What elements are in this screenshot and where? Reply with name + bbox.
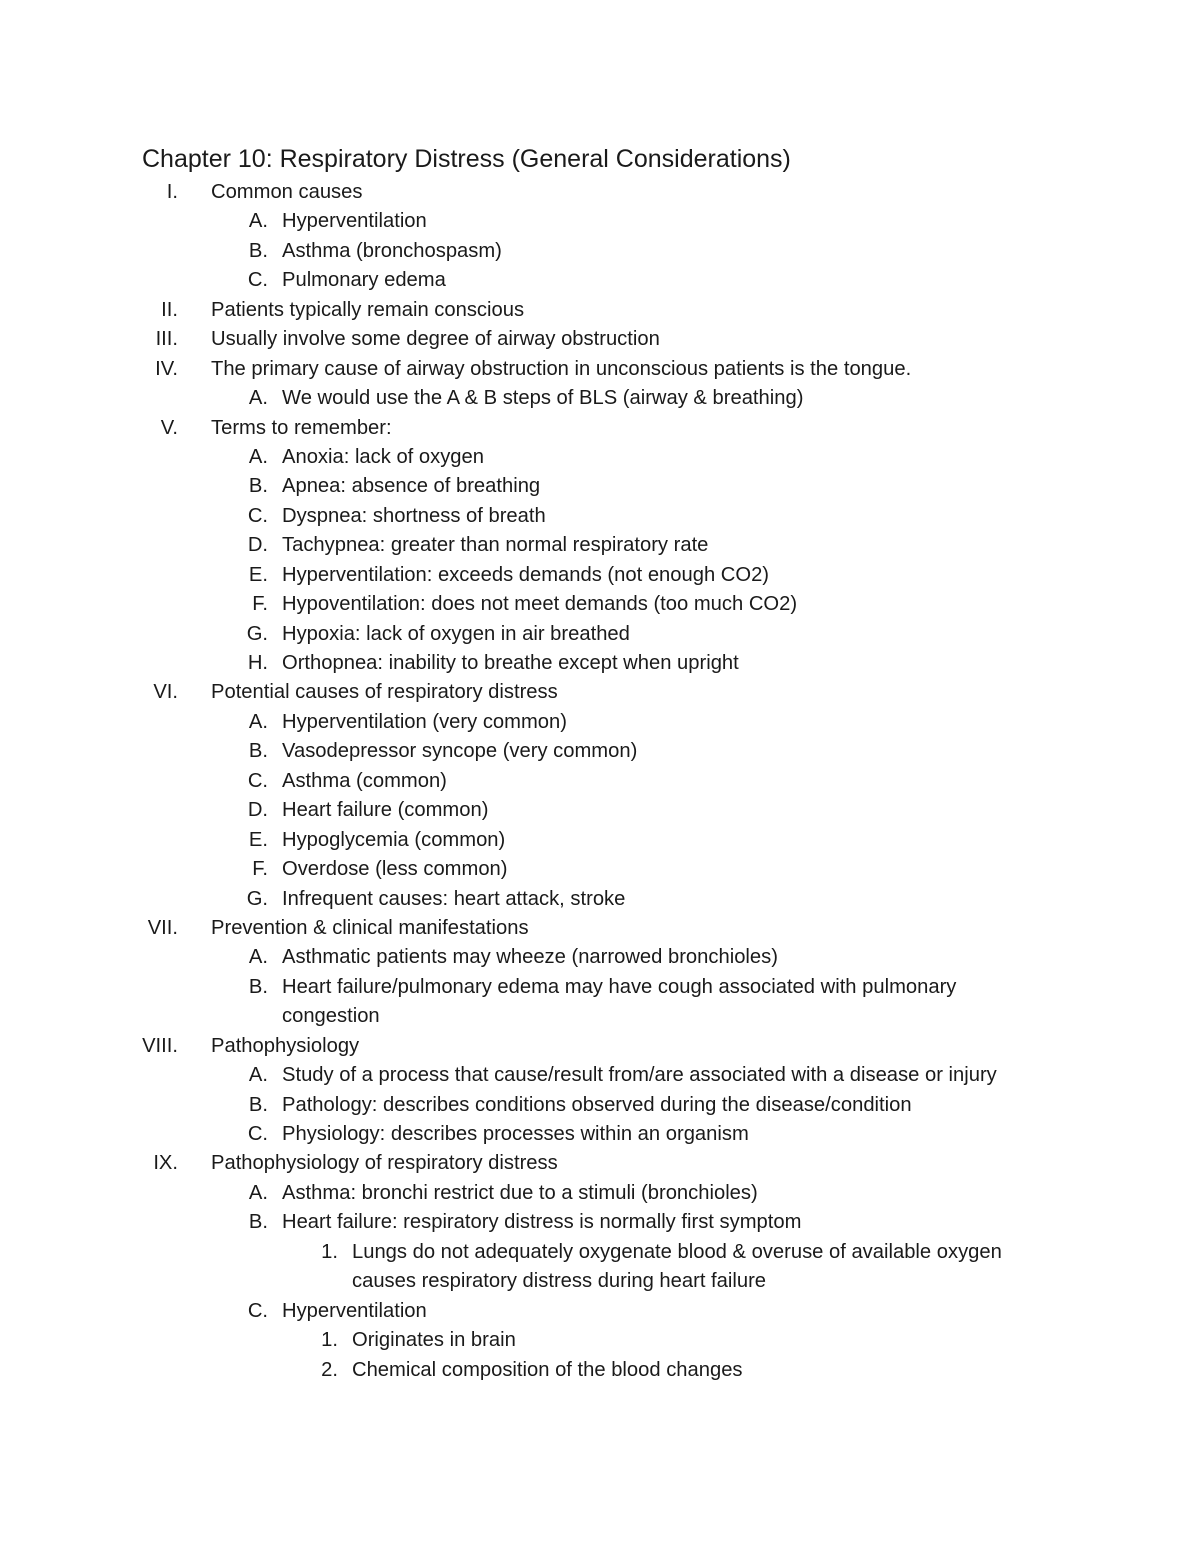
- outline-text: [282, 708, 567, 737]
- outline-item: [0, 767, 1200, 796]
- outline-item: [0, 502, 1200, 531]
- outline-item: [0, 384, 1200, 413]
- outline-item: [0, 561, 1200, 590]
- outline-text-line: Potential causes of respiratory distress: [211, 681, 558, 704]
- outline-item: [0, 1356, 1200, 1385]
- outline-marker: VII.: [147, 916, 178, 939]
- outline-text-line: Pulmonary edema: [282, 269, 446, 292]
- outline-marker: E.: [248, 563, 268, 586]
- outline-marker: A.: [248, 445, 268, 468]
- outline-text: [282, 207, 427, 236]
- outline-marker: B.: [248, 740, 268, 763]
- outline-text-line: Usually involve some degree of airway obstruction: [211, 328, 660, 351]
- outline-text-line: Hyperventilation: [282, 210, 427, 233]
- outline-marker: H.: [247, 652, 268, 674]
- outline-text-line: Vasodepressor syncope (very common): [282, 740, 638, 763]
- outline-item: [0, 1120, 1200, 1149]
- outline-text-line: We would use the A & B steps of BLS (airway & breathing): [282, 387, 804, 410]
- outline-text-line: Originates in brain: [352, 1329, 516, 1352]
- outline-text-line: Hyperventilation (very common): [282, 710, 567, 733]
- outline-text-line: Orthopnea: inability to breathe except when upright: [282, 652, 739, 674]
- outline-text-line: Overdose (less common): [282, 858, 508, 881]
- outline-item: [0, 266, 1200, 295]
- outline-item: [0, 531, 1200, 560]
- outline-marker: VI.: [153, 681, 178, 704]
- outline-marker: E.: [248, 828, 268, 851]
- outline-item: [0, 620, 1200, 649]
- outline-text: [211, 178, 362, 207]
- outline-text-line: Pathology: describes conditions observed during the disease/condition: [282, 1093, 912, 1116]
- outline-marker: IV.: [155, 357, 178, 380]
- outline-text: [282, 561, 769, 590]
- outline-marker: G.: [246, 887, 268, 910]
- outline-text: [282, 943, 778, 972]
- outline-text: [282, 826, 505, 855]
- outline-item: [0, 737, 1200, 766]
- outline-text-line: Asthma (bronchospasm): [282, 239, 502, 262]
- outline-text: [282, 649, 739, 678]
- outline-marker: II.: [161, 298, 178, 321]
- outline-text: [282, 472, 540, 501]
- outline-text-line: Patients typically remain conscious: [211, 298, 525, 321]
- outline-item: [0, 1149, 1200, 1178]
- outline-marker: B.: [248, 975, 268, 998]
- outline-text: [282, 1120, 749, 1149]
- outline-text-line: Asthma (common): [282, 769, 447, 792]
- outline-item: [0, 1238, 1200, 1297]
- outline-marker: 2.: [321, 1358, 338, 1381]
- outline-marker: C.: [247, 1123, 268, 1146]
- outline-text-line: Asthmatic patients may wheeze (narrowed bronchioles): [282, 946, 778, 969]
- outline-text-line: Heart failure: respiratory distress is normally first symptom: [282, 1211, 802, 1234]
- outline-item: [0, 1179, 1200, 1208]
- outline-item: [0, 855, 1200, 884]
- outline-text: [282, 885, 625, 914]
- outline-marker: A.: [248, 710, 268, 733]
- outline-text-line: Physiology: describes processes within an organism: [282, 1123, 749, 1146]
- outline-text-line: Pathophysiology: [211, 1034, 360, 1057]
- outline-text: [282, 384, 803, 413]
- outline-text: [211, 914, 529, 943]
- outline-item: [0, 443, 1200, 472]
- outline-text-line: The primary cause of airway obstruction in unconscious patients is the tongue.: [211, 357, 912, 380]
- outline-marker: I.: [166, 181, 178, 203]
- outline-item: [0, 914, 1200, 943]
- outline-text: [211, 355, 911, 384]
- outline-marker: B.: [248, 1093, 268, 1116]
- outline-text: [282, 855, 508, 884]
- outline-text: [282, 531, 708, 560]
- outline-text: [352, 1356, 743, 1385]
- outline-marker: C.: [247, 269, 268, 292]
- outline-text: [282, 1208, 801, 1237]
- outline-text-line: Dyspnea: shortness of breath: [282, 504, 546, 527]
- outline-text: [282, 767, 447, 796]
- outline-text-line: Heart failure/pulmonary edema may have cough associated with pulmonary: [282, 975, 957, 998]
- outline-item: [0, 678, 1200, 707]
- outline-item: [0, 796, 1200, 825]
- outline-list: [0, 178, 1200, 1385]
- outline-item: [0, 207, 1200, 236]
- outline-marker: VIII.: [142, 1034, 178, 1057]
- outline-text: [282, 266, 446, 295]
- outline-marker: A.: [248, 946, 268, 969]
- outline-item: [0, 1032, 1200, 1061]
- outline-item: [0, 325, 1200, 354]
- outline-marker: III.: [155, 328, 178, 351]
- outline-item: [0, 590, 1200, 619]
- outline-text-line: Prevention & clinical manifestations: [211, 916, 529, 939]
- outline-text-line: Study of a process that cause/result from/are associated with a disease or injury: [282, 1064, 997, 1087]
- outline-text-line: Chemical composition of the blood changes: [352, 1358, 743, 1381]
- outline-text-line: Asthma: bronchi restrict due to a stimuli (bronchioles): [282, 1181, 758, 1204]
- outline-marker: F.: [252, 593, 268, 616]
- outline-marker: B.: [248, 239, 268, 262]
- outline-text: [211, 1149, 558, 1178]
- outline-text-line: Hyperventilation: exceeds demands (not enough CO2): [282, 563, 770, 586]
- outline-item: [0, 973, 1200, 1032]
- outline-marker: 1.: [321, 1240, 338, 1263]
- outline-marker: A.: [248, 387, 268, 410]
- outline-text: [211, 325, 660, 354]
- outline-text-line: Hyperventilation: [282, 1299, 427, 1322]
- outline-text: [282, 443, 484, 472]
- outline-text: [282, 1061, 997, 1090]
- outline-text-line: Pathophysiology of respiratory distress: [211, 1152, 558, 1175]
- outline-text: [282, 502, 546, 531]
- outline-marker: G.: [246, 622, 268, 645]
- outline-marker: D.: [247, 534, 268, 557]
- outline-item: [0, 1297, 1200, 1326]
- outline-text-line: Hypoxia: lack of oxygen in air breathed: [282, 622, 630, 645]
- outline-text: [211, 678, 558, 707]
- outline-text: [211, 296, 524, 325]
- outline-text: [282, 1091, 912, 1120]
- outline-text: [282, 737, 637, 766]
- outline-marker: IX.: [153, 1152, 178, 1175]
- page-title: Chapter 10: Respiratory Distress (General Considerations): [142, 145, 791, 173]
- outline-marker: B.: [248, 1211, 268, 1234]
- outline-item: [0, 943, 1200, 972]
- outline-text: [282, 237, 502, 266]
- outline-text-line: causes respiratory distress during heart failure: [352, 1270, 767, 1293]
- outline-text: [352, 1326, 516, 1355]
- outline-text: [282, 973, 956, 1032]
- outline-item: [0, 472, 1200, 501]
- outline-marker: A.: [248, 1064, 268, 1087]
- outline-text: [352, 1238, 1002, 1297]
- outline-item: [0, 885, 1200, 914]
- outline-item: [0, 649, 1200, 678]
- outline-marker: F.: [252, 858, 268, 881]
- outline-item: [0, 1208, 1200, 1237]
- outline-item: [0, 1326, 1200, 1355]
- outline-marker: A.: [248, 210, 268, 233]
- outline-marker: 1.: [321, 1329, 338, 1352]
- outline-text-line: Heart failure (common): [282, 799, 489, 822]
- outline-marker: C.: [247, 769, 268, 792]
- outline-marker: V.: [160, 416, 178, 439]
- outline-item: [0, 178, 1200, 207]
- outline-text: [211, 1032, 359, 1061]
- outline-text: [282, 796, 488, 825]
- outline-item: [0, 1061, 1200, 1090]
- outline-text-line: Tachypnea: greater than normal respiratory rate: [282, 534, 709, 557]
- outline-text-line: Terms to remember:: [211, 416, 392, 439]
- outline-text-line: congestion: [282, 1005, 380, 1028]
- outline-item: [0, 826, 1200, 855]
- outline-marker: D.: [247, 799, 268, 822]
- outline-text-line: Infrequent causes: heart attack, stroke: [282, 887, 626, 910]
- outline-marker: A.: [248, 1181, 268, 1204]
- outline-text: [211, 414, 392, 443]
- outline-item: [0, 708, 1200, 737]
- outline-text-line: Hypoglycemia (common): [282, 828, 506, 851]
- outline-text-line: Common causes: [211, 181, 363, 203]
- outline-text: [282, 590, 797, 619]
- outline-item: [0, 414, 1200, 443]
- outline-text-line: Apnea: absence of breathing: [282, 475, 541, 498]
- outline-text-line: Anoxia: lack of oxygen: [282, 445, 484, 468]
- outline-text-line: Hypoventilation: does not meet demands (too much CO2): [282, 593, 798, 616]
- outline-item: [0, 1091, 1200, 1120]
- outline-text-line: Lungs do not adequately oxygenate blood & overuse of available oxygen: [352, 1240, 1002, 1263]
- outline-marker: B.: [248, 475, 268, 498]
- outline-item: [0, 296, 1200, 325]
- outline-text: [282, 620, 630, 649]
- outline-text: [282, 1179, 758, 1208]
- outline-item: [0, 355, 1200, 384]
- outline-item: [0, 237, 1200, 266]
- outline-marker: C.: [247, 1299, 268, 1322]
- outline-text: [282, 1297, 427, 1326]
- outline-marker: C.: [247, 504, 268, 527]
